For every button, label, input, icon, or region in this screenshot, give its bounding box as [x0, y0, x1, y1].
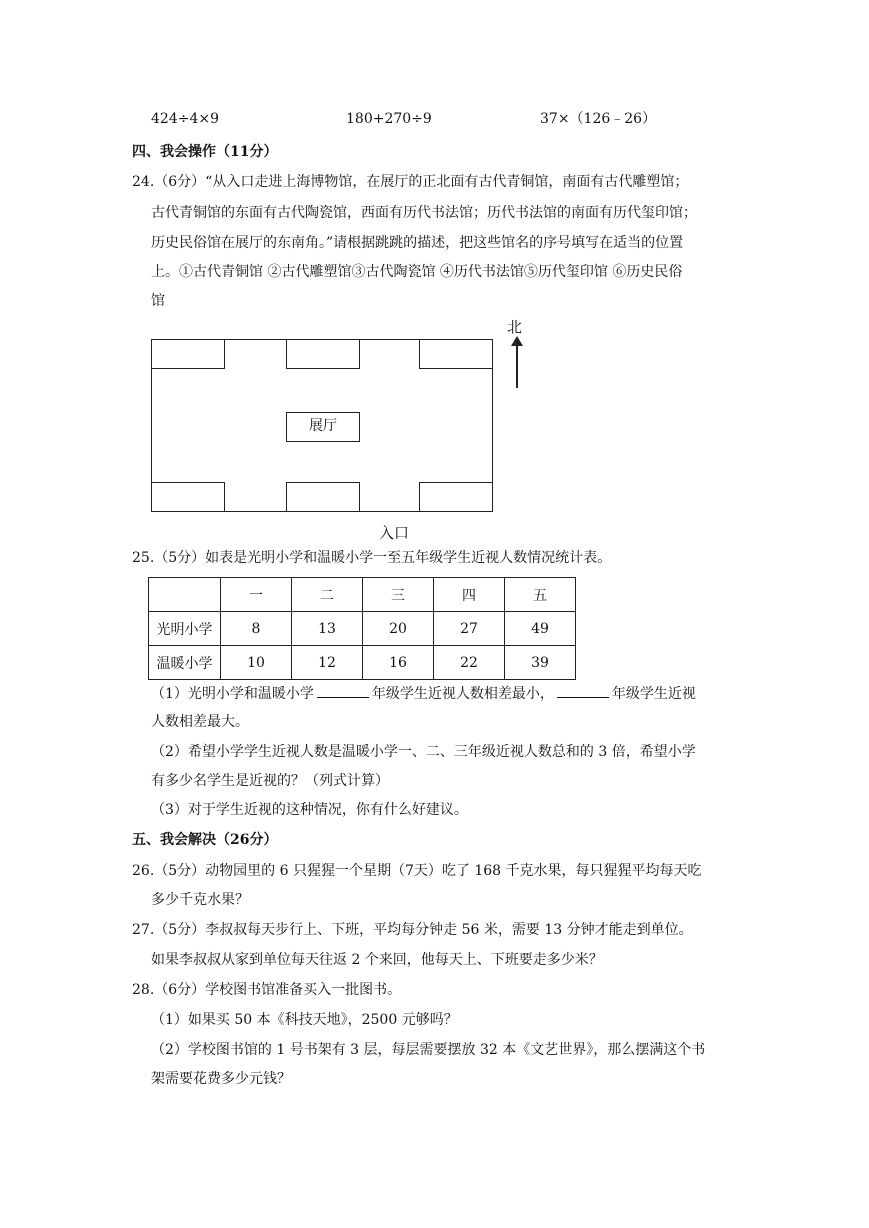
section-5-title: 五、我会解决（26分）: [132, 832, 278, 848]
table-cell: 49: [505, 612, 576, 646]
table-header-row: [149, 578, 576, 612]
table-row-label: 光明小学: [149, 612, 221, 646]
table-row-label: 温暖小学: [149, 646, 221, 680]
q26-line-2: 多少千克水果？: [151, 892, 249, 908]
answer-blank-max-grade[interactable]: [557, 683, 609, 698]
north-arrow-shaft: [516, 342, 518, 388]
q24-line-5: 馆: [151, 293, 165, 309]
expression-1: 424÷4×9: [151, 111, 219, 127]
table-header-cell: 三: [363, 578, 434, 612]
table-header-cell: 四: [434, 578, 505, 612]
table-cell: 16: [363, 646, 434, 680]
q26-line-1: 26.（5分）动物园里的 6 只猩猩一个星期（7天）吃了 168 千克水果，每只猩猩平均每天吃: [132, 863, 702, 879]
q25-sub2-line-2: 有多少名学生是近视的？（列式计算）: [151, 773, 389, 789]
q25-sub3: （3）对于学生近视的这种情况，你有什么好建议。: [151, 802, 468, 818]
entrance-label: 入口: [379, 524, 410, 542]
q25-sub1-text-c: 年级学生近视: [611, 686, 696, 702]
q25-sub1-line-2: 人数相差最大。: [151, 714, 249, 730]
table-cell: 39: [505, 646, 576, 680]
q24-line-1: 24.（6分）“从入口走进上海博物馆，在展厅的正北面有古代青铜馆，南面有古代雕塑馆；: [132, 174, 689, 190]
answer-box-southwest[interactable]: [151, 482, 225, 512]
table-header-cell: [149, 578, 221, 612]
q25-sub2-line-1: （2）希望小学学生近视人数是温暖小学一、二、三年级近视人数总和的 3 倍，希望小学: [151, 744, 696, 760]
answer-box-northwest[interactable]: [151, 339, 225, 369]
q28-sub1: （1）如果买 50 本《科技天地》，2500 元够吗？: [151, 1012, 458, 1028]
answer-box-southeast[interactable]: [419, 482, 493, 512]
answer-box-northeast[interactable]: [419, 339, 493, 369]
answer-box-north[interactable]: [286, 339, 360, 369]
expression-2: 180+270÷9: [346, 111, 432, 127]
table-cell: 27: [434, 612, 505, 646]
q25-intro: 25.（5分）如表是光明小学和温暖小学一至五年级学生近视人数情况统计表。: [132, 550, 612, 566]
q24-line-3: 历史民俗馆在展厅的东南角。”请根据跳跳的描述，把这些馆名的序号填写在适当的位置: [151, 235, 684, 251]
section-4-title: 四、我会操作（11分）: [132, 144, 278, 160]
museum-diagram: [150, 316, 530, 542]
myopia-stats-table: [148, 577, 576, 680]
table-cell: 12: [292, 646, 363, 680]
q28-sub2-line-1: （2）学校图书馆的 1 号书架有 3 层，每层需要摆放 32 本《文艺世界》，那么摆满这个书: [151, 1042, 706, 1058]
expression-3: 37×（126﹣26）: [540, 111, 657, 127]
q27-line-1: 27.（5分）李叔叔每天步行上、下班，平均每分钟走 56 米，需要 13 分钟才能走到单位。: [132, 922, 693, 938]
answer-box-south[interactable]: [286, 482, 360, 512]
table-cell: 20: [363, 612, 434, 646]
table-header-cell: 二: [292, 578, 363, 612]
table-row: [149, 612, 576, 646]
q25-sub1-text-a: （1）光明小学和温暖小学: [151, 686, 314, 702]
q25-sub1-line-1: [151, 683, 696, 704]
table-cell: 10: [221, 646, 292, 680]
answer-blank-min-grade[interactable]: [317, 683, 369, 698]
q27-line-2: 如果李叔叔从家到单位每天往返 2 个来回，他每天上、下班要走多少米？: [151, 952, 603, 968]
q28-sub2-line-2: 架需要花费多少元钱？: [151, 1071, 291, 1087]
q24-line-2: 古代青铜馆的东面有古代陶瓷馆，西面有历代书法馆；历代书法馆的南面有历代玺印馆；: [151, 205, 697, 221]
q28-intro: 28.（6分）学校图书馆准备买入一批图书。: [132, 982, 402, 998]
exhibition-hall-label: 展厅: [286, 412, 360, 442]
north-label: 北: [507, 318, 523, 336]
q25-sub1-text-b: 年级学生近视人数相差最小，: [371, 686, 554, 702]
table-cell: 8: [221, 612, 292, 646]
table-cell: 22: [434, 646, 505, 680]
table-header-cell: 五: [505, 578, 576, 612]
table-header-cell: 一: [221, 578, 292, 612]
q24-line-4: 上。①古代青铜馆 ②古代雕塑馆③古代陶瓷馆 ④历代书法馆⑤历代玺印馆 ⑥历史民俗: [151, 264, 683, 280]
table-row: [149, 646, 576, 680]
table-cell: 13: [292, 612, 363, 646]
